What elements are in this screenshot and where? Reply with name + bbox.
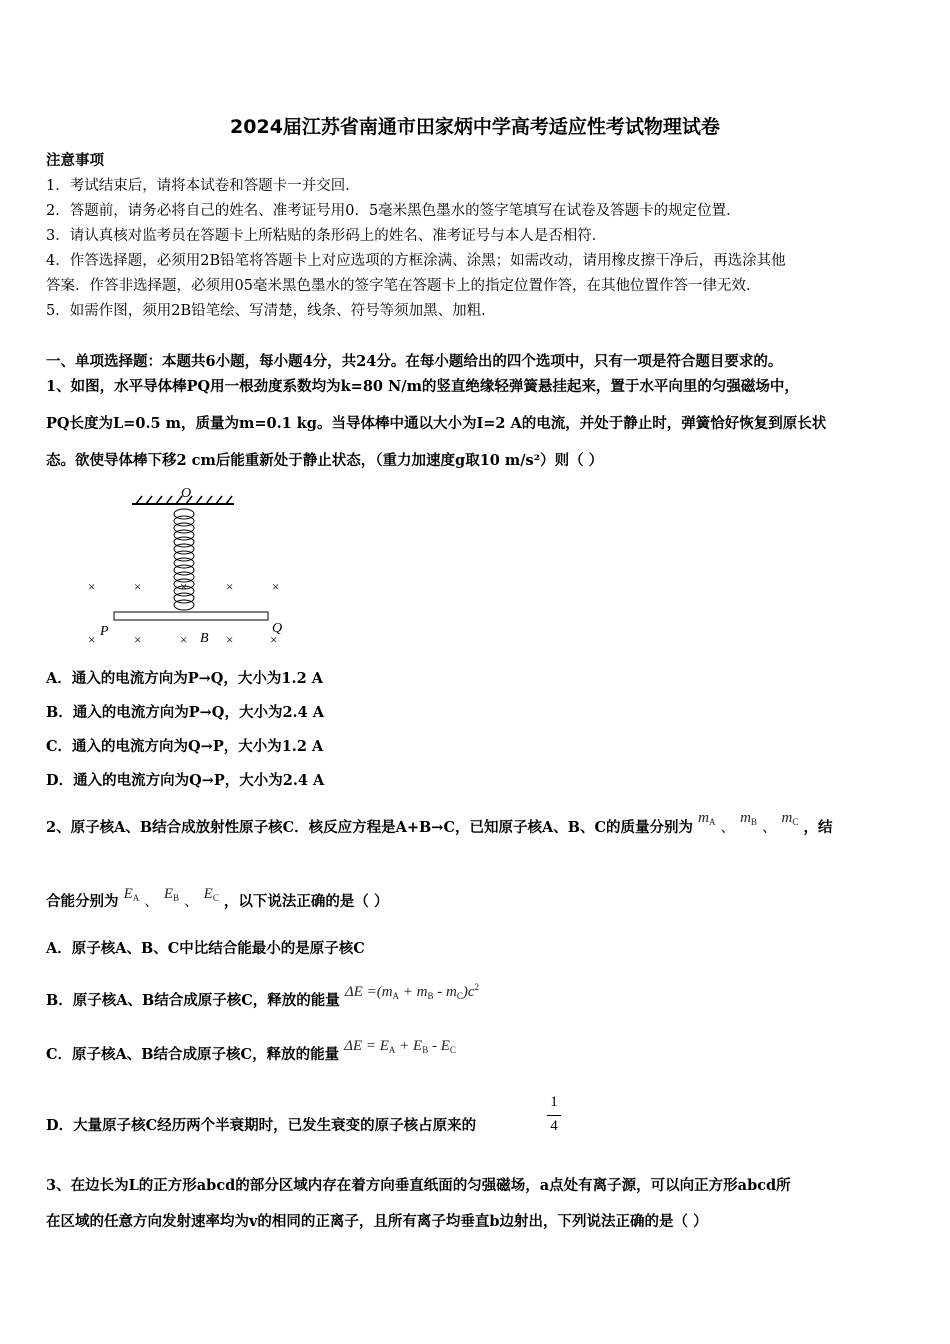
exam-title: 2024届江苏省南通市田家炳中学高考适应性考试物理试卷: [230, 116, 720, 138]
point-O-label: O: [181, 486, 192, 501]
q2-option-b-formula: $\Delta E =(m_A + m_B - m_C)c^2$: [344, 982, 480, 1001]
q2-line-2-text: 合能分别为: [46, 893, 119, 910]
svg-text:×: ×: [134, 579, 142, 594]
q2-option-c-text: C．原子核A、B结合成原子核C，释放的能量: [46, 1046, 340, 1063]
svg-text:×: ×: [226, 579, 234, 594]
svg-text:×: ×: [180, 632, 188, 647]
svg-text:×: ×: [88, 632, 96, 647]
spring-coils: [174, 509, 194, 610]
energy-B: $E_B$: [163, 886, 180, 903]
q3-line-1: 3、在边长为L的正方形abcd的部分区域内存在着方向垂直纸面的匀强磁场，a点处有离子源，可以向正方形abcd所: [46, 1177, 791, 1194]
q1-option-d: D．通入的电流方向为Q→P，大小为2.4 A: [46, 772, 325, 789]
q1-line-1: 1、如图，水平导体棒PQ用一根劲度系数均为k=80 N/m的竖直绝缘轻弹簧悬挂起来，置于水平向里的匀强磁场中，: [46, 378, 799, 395]
q2-line-1-text: 2、原子核A、B结合成放射性原子核C．核反应方程是A+B→C，已知原子核A、B、C的质量分别为: [46, 819, 694, 836]
mass-A: $m_A$: [698, 810, 716, 827]
svg-text:×: ×: [88, 579, 96, 594]
q2-option-a: A．原子核A、B、C中比结合能最小的是原子核C: [46, 940, 365, 957]
q2-line-2: 合能分别为 $E_A$ 、 $E_B$ 、 $E_C$ ，以下说法正确的是（ ）: [46, 886, 389, 910]
energy-C: $E_C$: [203, 886, 219, 903]
q2-option-b: [46, 982, 480, 1015]
section-heading: 一、单项选择题：本题共6小题，每小题4分，共24分。在每小题给出的四个选项中，只有一项是符合题目要求的。: [46, 353, 783, 370]
field-B-label: B: [200, 631, 209, 646]
q1-line-3: 态。欲使导体棒下移2 cm后能重新处于静止状态，（重力加速度g取10 m/s²）则（ ）: [46, 452, 604, 469]
point-P-label: P: [100, 624, 109, 639]
q3-line-2: 在区域的任意方向发射速率均为v的相同的正离子，且所有离子均垂直b边射出，下列说法正确的是（ ）: [46, 1213, 708, 1230]
q2-line-1-end: ，结: [803, 819, 833, 836]
q1-option-b: B．通入的电流方向为P→Q，大小为2.4 A: [46, 704, 324, 721]
point-Q-label: Q: [272, 621, 283, 636]
svg-text:×: ×: [226, 632, 234, 647]
note-item-5: 5．如需作图，须用2B铅笔绘、写清楚，线条、符号等须加黑、加粗．: [46, 303, 496, 319]
fraction-bar: [547, 1115, 561, 1116]
q2-line-1: 2、原子核A、B结合成放射性原子核C．核反应方程是A+B→C，已知原子核A、B、C的质量分别为 $m_A$ 、 $m_B$ 、 $m_C$ ，结: [46, 810, 833, 836]
q2-line-2-end: ，以下说法正确的是（ ）: [223, 893, 389, 910]
svg-text:×: ×: [134, 632, 142, 647]
notes-heading: 注意事项: [46, 152, 104, 169]
q2-option-b-text: B．原子核A、B结合成原子核C，释放的能量: [46, 992, 340, 1009]
note-item-1: 1．考试结束后，请将本试卷和答题卡一并交回．: [46, 178, 360, 194]
q1-option-c: C．通入的电流方向为Q→P，大小为1.2 A: [46, 738, 324, 755]
q2-option-d: D．大量原子核C经历两个半衰期时，已发生衰变的原子核占原来的: [46, 1117, 477, 1134]
note-item-3: 3．请认真核对监考员在答题卡上所粘贴的条形码上的姓名、准考证号与本人是否相符．: [46, 228, 607, 244]
note-item-2: 2．答题前，请务必将自己的姓名、准考证号用0．5毫米黑色墨水的签字笔填写在试卷及答题卡的规定位置．: [46, 203, 741, 219]
svg-text:×: ×: [270, 632, 278, 647]
q1-line-2: PQ长度为L=0.5 m，质量为m=0.1 kg。当导体棒中通以大小为I=2 A的电流，并处于静止时，弹簧恰好恢复到原长状: [46, 415, 827, 432]
svg-text:×: ×: [180, 579, 188, 594]
svg-text:×: ×: [272, 579, 280, 594]
mass-B: $m_B$: [740, 810, 757, 827]
q2-option-c: [46, 1038, 456, 1069]
energy-A: $E_A$: [123, 886, 140, 903]
mass-C: $m_C$: [781, 810, 799, 827]
fraction-numerator: 1: [550, 1094, 558, 1110]
q2-option-c-formula: $\Delta E = E_A + E_B - E_C$: [344, 1038, 456, 1055]
note-item-4: 4．作答选择题，必须用2B铅笔将答题卡上对应选项的方框涂满、涂黑；如需改动，请用橡皮擦干净后，再选涂其他: [46, 253, 786, 269]
fraction-denominator: 4: [550, 1118, 558, 1134]
note-item-4-cont: 答案．作答非选择题，必须用05毫米黑色墨水的签字笔在答题卡上的指定位置作答，在其他位置作答一律无效．: [46, 278, 761, 294]
spring-rod-figure: [80, 484, 300, 654]
conductor-rod: [114, 612, 268, 620]
q1-option-a: A．通入的电流方向为P→Q，大小为1.2 A: [46, 670, 323, 687]
